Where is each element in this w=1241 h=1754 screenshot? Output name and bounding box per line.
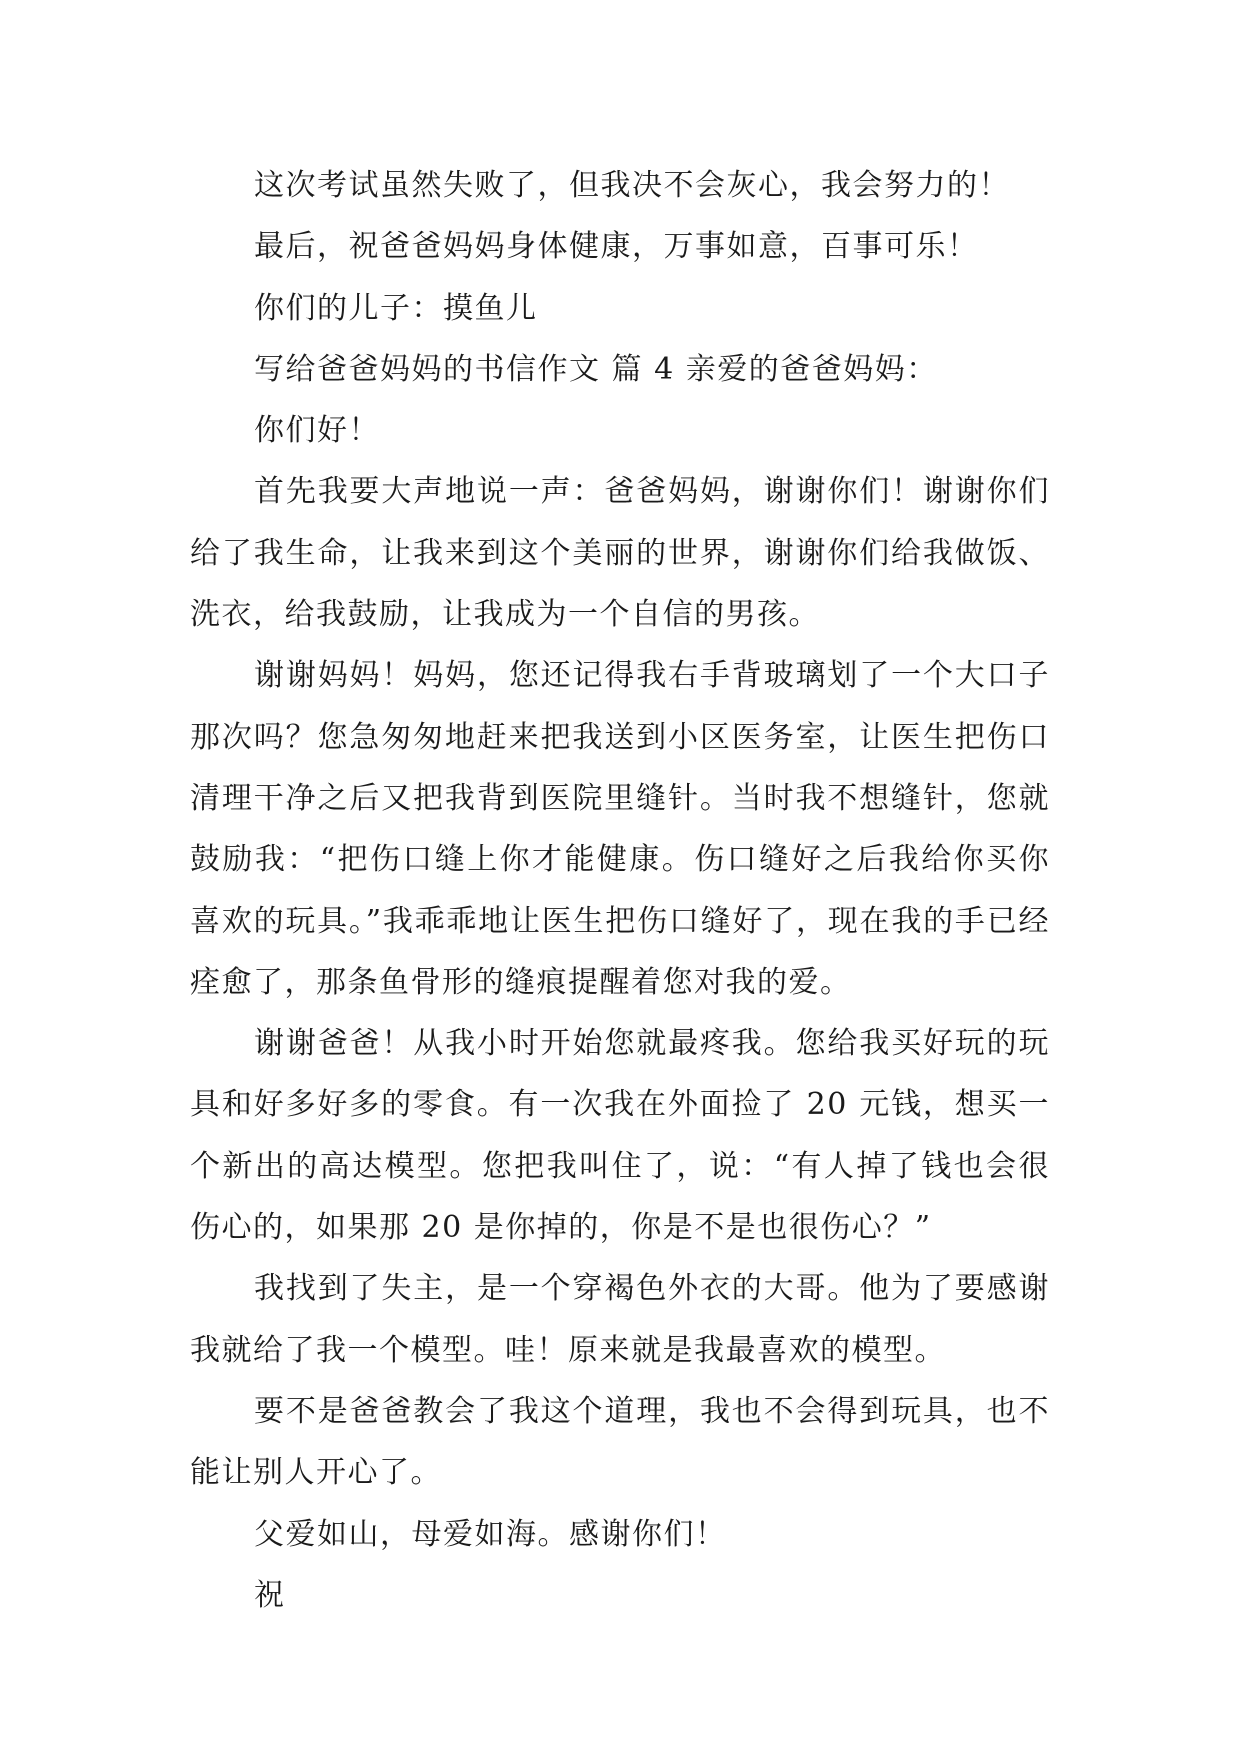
paragraph-thanks-father: 谢谢爸爸！从我小时开始您就最疼我。您给我买好玩的玩具和好多好多的零食。有一次我在外面捡了 20 元钱，想买一个新出的高达模型。您把我叫住了，说：“有人掉了钱也会很伤心的，如果那 20 是你掉的，你是不是也很伤心？” — [190, 1026, 1050, 1246]
document-page — [190, 155, 1050, 1626]
paragraph-greeting: 你们好！ — [254, 413, 380, 449]
paragraph-exam-note: 这次考试虽然失败了，但我决不会灰心，我会努力的！ — [254, 168, 1010, 203]
paragraph-thanks-mother: 谢谢妈妈！妈妈，您还记得我右手背玻璃划了一个大口子那次吗？您急匆匆地赶来把我送到小区医务室，让医生把伤口清理干净之后又把我背到医院里缝针。当时我不想缝针，您就鼓励我：“把伤口缝上你才能健康。伤口缝好之后我给你买你喜欢的玩具。”我乖乖地让医生把伤口缝好了，现在我的手已经痊愈了，那条鱼骨形的缝痕提醒着您对我的爱。 — [190, 658, 1050, 1000]
paragraph-signature: 你们的儿子：摸鱼儿 — [254, 290, 538, 326]
paragraph-thanks-parents: 首先我要大声地说一声：爸爸妈妈，谢谢你们！谢谢你们给了我生命，让我来到这个美丽的世界，谢谢你们给我做饭、洗衣，给我鼓励，让我成为一个自信的男孩。 — [190, 474, 1050, 633]
paragraph-found-owner: 我找到了失主，是一个穿褐色外衣的大哥。他为了要感谢我就给了我一个模型。哇！原来就是我最喜欢的模型。 — [190, 1271, 1050, 1368]
paragraph-gratitude: 父爱如山，母爱如海。感谢你们！ — [254, 1516, 727, 1552]
paragraph-lesson: 要不是爸爸教会了我这个道理，我也不会得到玩具，也不能让别人开心了。 — [190, 1393, 1050, 1491]
paragraph-wishes: 最后，祝爸爸妈妈身体健康，万事如意，百事可乐！ — [254, 229, 979, 265]
paragraph-closing: 祝 — [254, 1577, 286, 1613]
paragraph-letter-heading: 写给爸爸妈妈的书信作文 篇 4 亲爱的爸爸妈妈： — [254, 351, 938, 387]
